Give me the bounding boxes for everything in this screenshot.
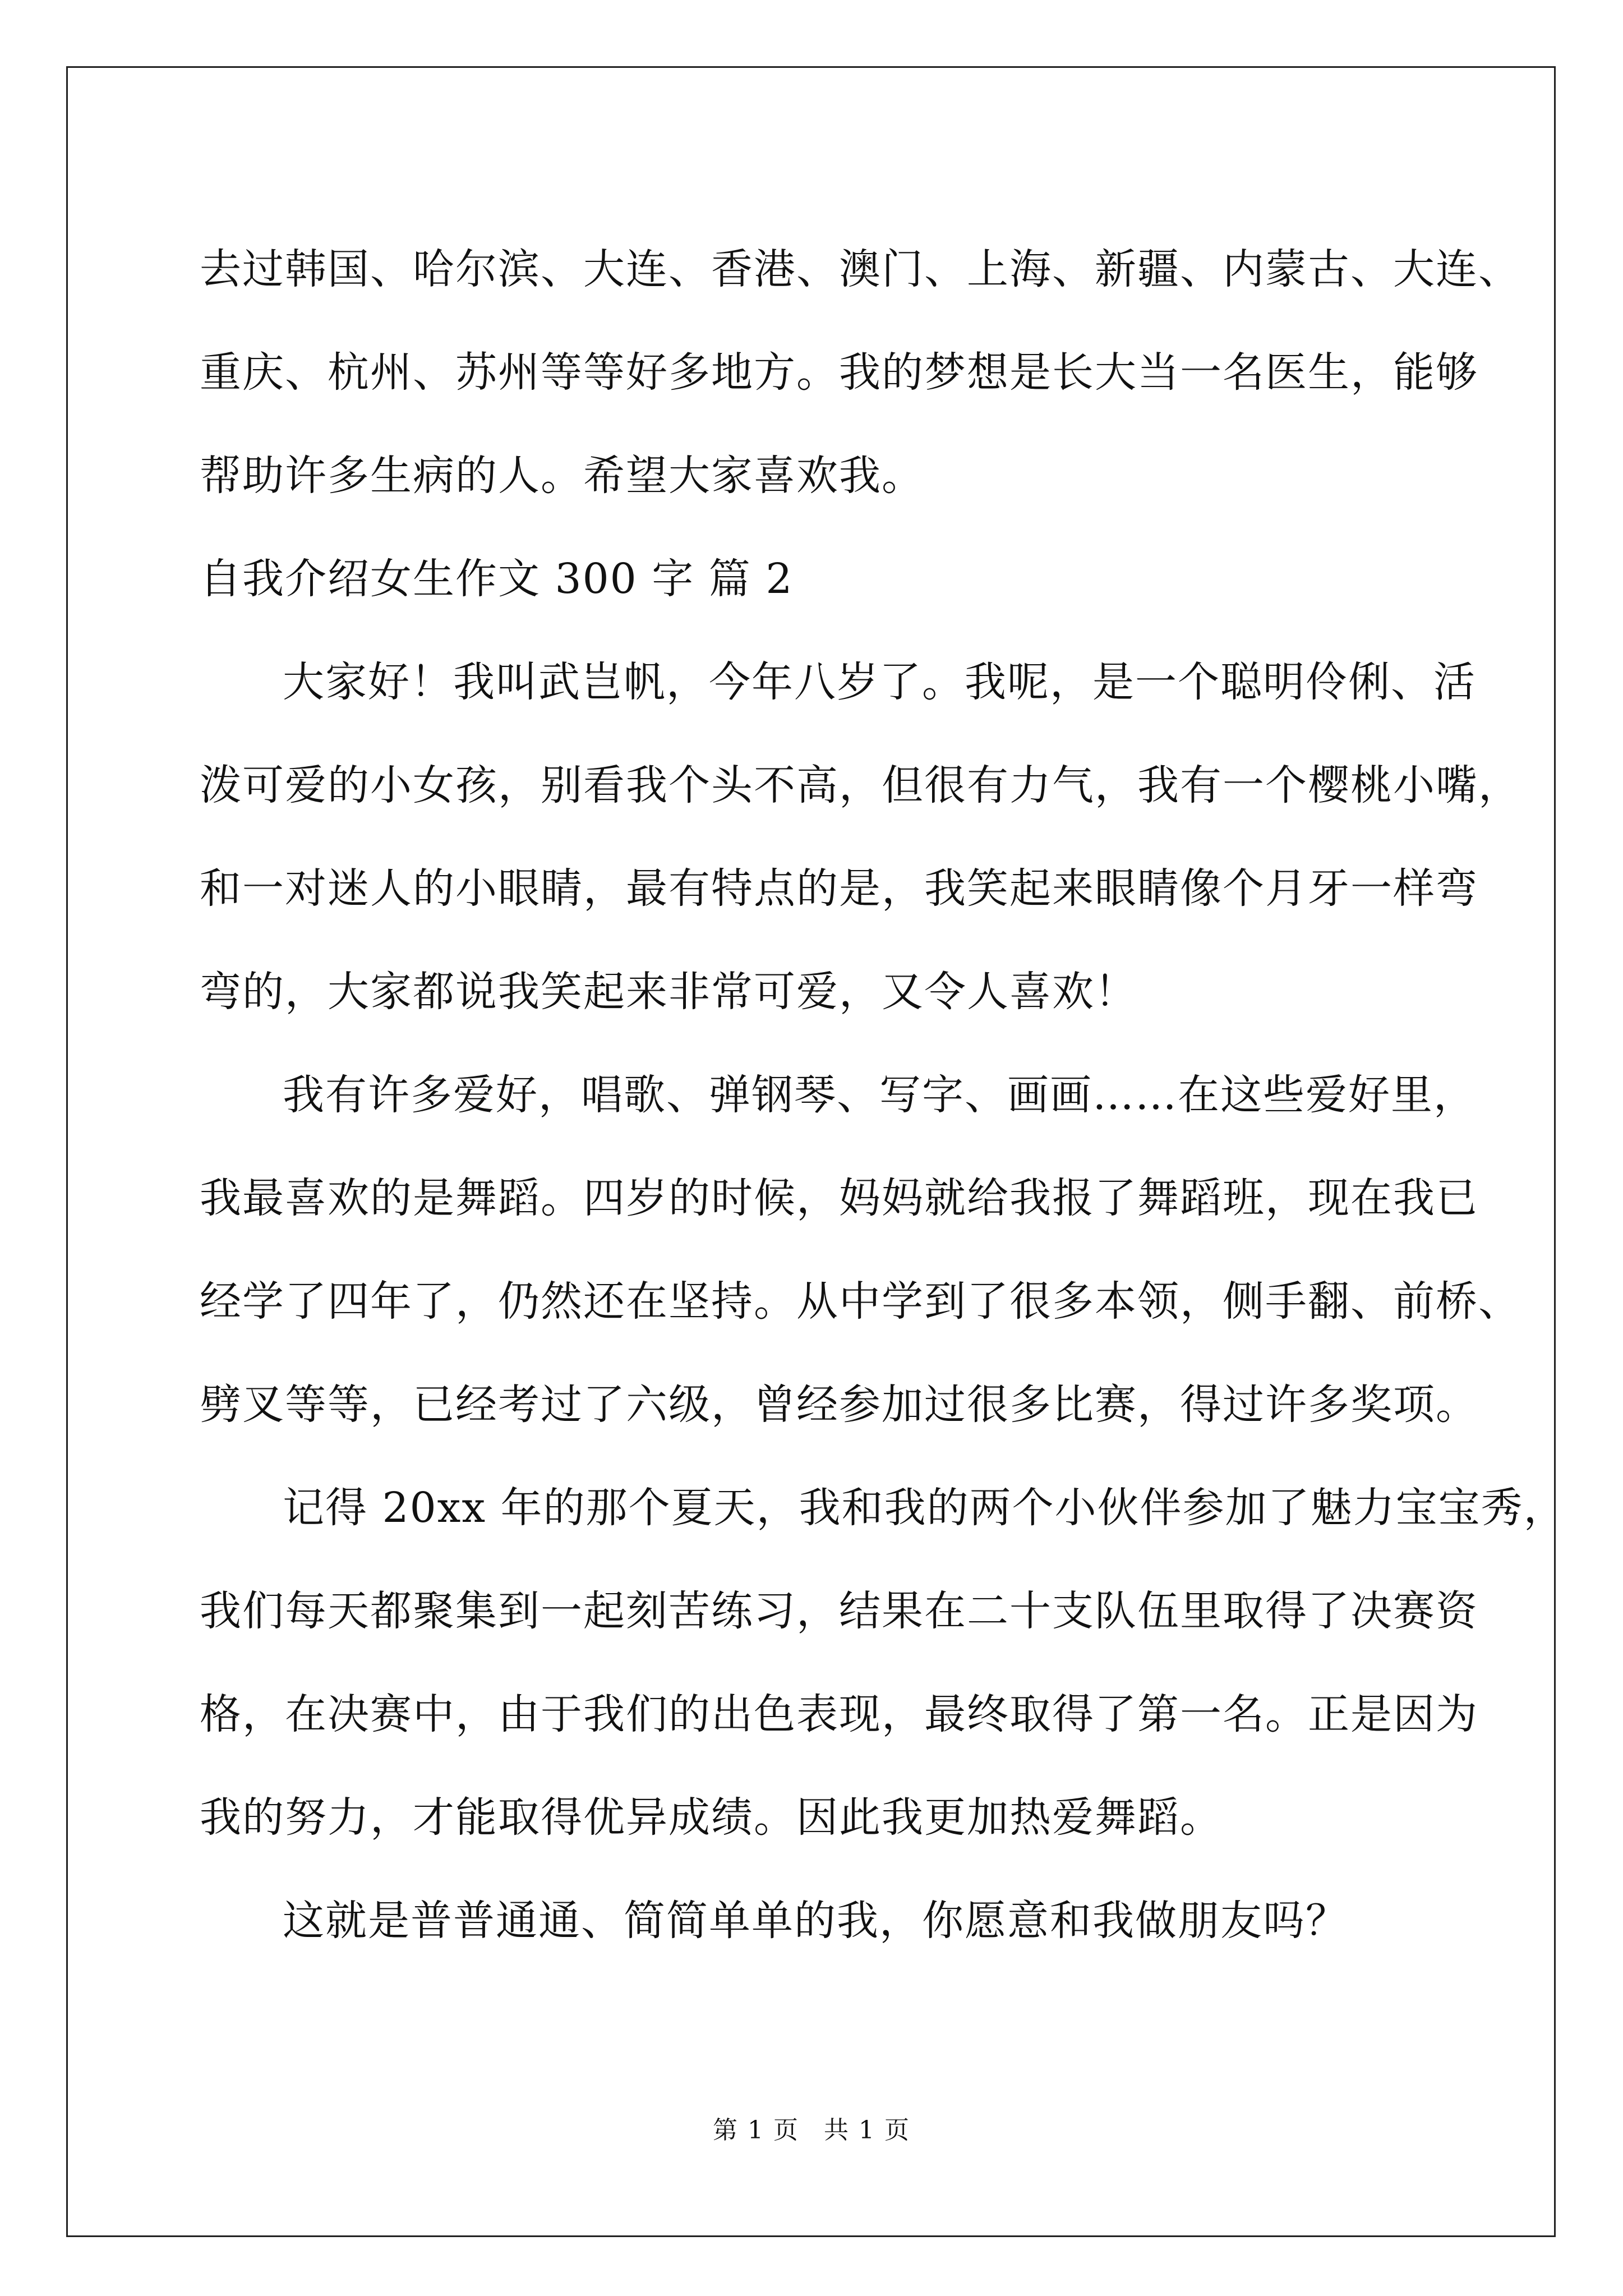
text-line: 我的努力，才能取得优异成绩。因此我更加热爱舞蹈。 (200, 1793, 1223, 1842)
text-line: 去过韩国、哈尔滨、大连、香港、澳门、上海、新疆、内蒙古、大连、 (200, 245, 1521, 293)
text-line: 帮助许多生病的人。希望大家喜欢我。 (200, 452, 924, 500)
text-line: 泼可爱的小女孩，别看我个头不高，但很有力气，我有一个樱桃小嘴， (200, 761, 1521, 809)
paragraph-first-line: 这就是普普通通、简简单单的我，你愿意和我做朋友吗？ (283, 1897, 1348, 1945)
text-line: 弯的，大家都说我笑起来非常可爱，又令人喜欢！ (200, 968, 1137, 1016)
page-footer (0, 2114, 1623, 2147)
text-line: 格，在决赛中，由于我们的出色表现，最终取得了第一名。正是因为 (200, 1690, 1478, 1738)
text-line: 和一对迷人的小眼睛，最有特点的是，我笑起来眼睛像个月牙一样弯 (200, 864, 1478, 913)
text-line: 经学了四年了，仍然还在坚持。从中学到了很多本领，侧手翻、前桥、 (200, 1277, 1521, 1326)
text-line: 劈叉等等，已经考过了六级，曾经参加过很多比赛，得过许多奖项。 (200, 1381, 1478, 1429)
text-line: 我们每天都聚集到一起刻苦练习，结果在二十支队伍里取得了决赛资 (200, 1587, 1478, 1635)
paragraph-first-line: 我有许多爱好，唱歌、弹钢琴、写字、画画……在这些爱好里， (283, 1071, 1476, 1119)
page-number-total: 共 1 页 (824, 2116, 910, 2145)
paragraph-first-line: 大家好！我叫武岂帆，今年八岁了。我呢，是一个聪明伶俐、活 (283, 658, 1476, 706)
paragraph-first-line: 记得 20xx 年的那个夏天，我和我的两个小伙伴参加了魅力宝宝秀， (283, 1484, 1566, 1532)
section-heading: 自我介绍女生作文 300 字 篇 2 (200, 555, 794, 603)
document-body (200, 218, 1566, 1972)
page-number-current: 第 1 页 (713, 2116, 799, 2145)
text-line: 我最喜欢的是舞蹈。四岁的时候，妈妈就给我报了舞蹈班，现在我已 (200, 1174, 1478, 1222)
text-line: 重庆、杭州、苏州等等好多地方。我的梦想是长大当一名医生，能够 (200, 348, 1478, 397)
